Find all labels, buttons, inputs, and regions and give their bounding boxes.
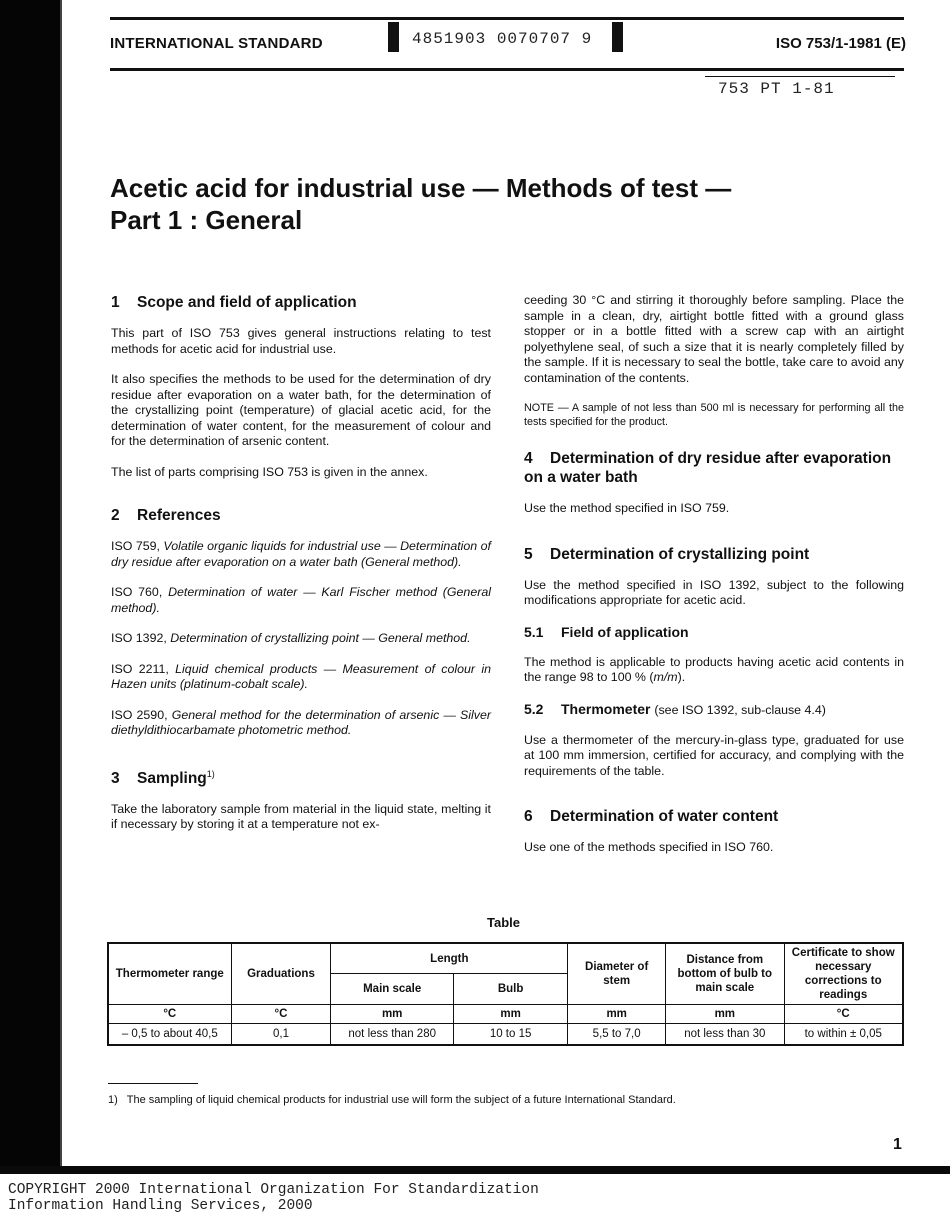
section-1-paragraph-2: It also specifies the methods to be used for the determination of dry residue after evaporation on a water bath, for the determination of the crystallizing point (temperature) of glacial acetic acid, for the determination of water content, for the measurement of colour and for the determination of arsenic content.: [111, 372, 491, 448]
value-cell: 0,1: [231, 1024, 331, 1046]
unit-cell: mm: [666, 1005, 784, 1024]
section-4-heading: 4 Determination of dry residue after evaporation on a water bath: [524, 450, 892, 486]
document-title: [110, 172, 731, 236]
section-5-1-paragraph-1: The method is applicable to products having acetic acid contents in the range 98 to 100 % (m/m).: [524, 654, 904, 684]
table-values-row: [108, 1024, 903, 1046]
section-3-paragraph-1: Take the laboratory sample from material in the liquid state, melting it if necessary by storing it at a temperature not ex-: [111, 801, 491, 832]
value-cell: – 0,5 to about 40,5: [108, 1024, 231, 1046]
header-standard-label: INTERNATIONAL STANDARD: [110, 35, 323, 52]
copyright-notice: COPYRIGHT 2000 International Organization For Standardization Information Handling Services, 2000: [8, 1182, 539, 1214]
scan-bottom-band: [0, 1166, 950, 1174]
scan-edge-line: [60, 0, 62, 1170]
unit-cell: mm: [568, 1005, 666, 1024]
footnote-marker: 1): [206, 768, 215, 779]
stamp-rule: [705, 76, 895, 77]
right-column: [524, 293, 904, 871]
reference-iso-2590: ISO 2590, General method for the determination of arsenic — Silver diethyldithiocarbamate photometric method.: [111, 707, 491, 737]
header-certificate: Certificate to show necessary corrections to readings: [784, 943, 903, 1005]
value-cell: not less than 30: [666, 1024, 784, 1046]
sampling-continuation: ceeding 30 °C and stirring it thoroughly before sampling. Place the sample in a clean, dry, airtight bottle fitted with a ground glass stopper or in a bottle fitted with a screw cap with an airtight polyethylene seal, of such a size that it is nearly completely filled by the sample. If it is necessary to seal the bottle, take care to avoid any contamination of the contents.: [524, 293, 904, 385]
header-graduations: Graduations: [231, 943, 331, 1005]
value-cell: 10 to 15: [453, 1024, 567, 1046]
top-rule: [110, 17, 904, 20]
sampling-note: NOTE — A sample of not less than 500 ml is necessary for performing all the tests specified for the product.: [524, 402, 904, 428]
section-1-heading: 1 Scope and field of application: [111, 294, 357, 311]
header-diameter: Diameter of stem: [568, 943, 666, 1005]
header-thermometer-range: Thermometer range: [108, 943, 231, 1005]
reference-iso-1392: ISO 1392, Determination of crystallizing point — General method.: [111, 631, 471, 645]
section-1-paragraph-1: This part of ISO 753 gives general instructions relating to test methods for acetic acid for industrial use.: [111, 326, 491, 356]
section-5-1-heading: 5.1 Field of application: [524, 623, 689, 640]
header-bulb: Bulb: [453, 974, 567, 1005]
header-length: Length: [331, 943, 568, 974]
reference-iso-2211: ISO 2211, Liquid chemical products — Measurement of colour in Hazen units (platinum-cobalt scale).: [111, 661, 491, 691]
section-6-paragraph-1: Use one of the methods specified in ISO 760.: [524, 840, 774, 854]
section-6-heading: 6 Determination of water content: [524, 808, 779, 825]
unit-cell: mm: [331, 1005, 454, 1024]
footnote: 1) The sampling of liquid chemical products for industrial use will form the subject of a future International Standard.: [108, 1094, 676, 1106]
title-line-1: Acetic acid for industrial use — Methods of test —: [110, 173, 732, 203]
reference-iso-760: ISO 760, Determination of water — Karl Fischer method (General method).: [111, 585, 491, 615]
value-cell: to within ± 0,05: [784, 1024, 903, 1046]
section-2-heading: 2 References: [111, 507, 221, 524]
value-cell: not less than 280: [331, 1024, 454, 1046]
section-5-heading: 5 Determination of crystallizing point: [524, 545, 810, 563]
barcode-mark-left: [388, 22, 399, 52]
unit-cell: °C: [108, 1005, 231, 1024]
catalog-stamp: 753 PT 1-81: [718, 80, 835, 98]
unit-cell: mm: [453, 1005, 567, 1024]
title-line-2: Part 1 : General: [110, 205, 303, 235]
header-main-scale: Main scale: [331, 974, 454, 1005]
thermometer-spec-table: [107, 942, 904, 1046]
barcode-number: 4851903 0070707 9: [412, 30, 593, 48]
scan-edge: [0, 0, 60, 1170]
header-rule: [110, 68, 904, 71]
footnote-rule: [108, 1083, 198, 1084]
table-header-row: [108, 943, 903, 974]
value-cell: 5,5 to 7,0: [568, 1024, 666, 1046]
section-5-2-heading: 5.2 Thermometer (see ISO 1392, sub-clause 4.4): [524, 700, 826, 717]
unit-cell: °C: [231, 1005, 331, 1024]
table-title: Table: [487, 915, 520, 930]
header-document-number: ISO 753/1-1981 (E): [775, 35, 906, 52]
section-4-paragraph-1: Use the method specified in ISO 759.: [524, 501, 730, 515]
header-distance: Distance from bottom of bulb to main scale: [666, 943, 784, 1005]
section-1-paragraph-3: The list of parts comprising ISO 753 is given in the annex.: [111, 464, 428, 479]
left-column: [111, 293, 491, 848]
section-3-heading: 3 Sampling$^{1)}$: [111, 768, 215, 787]
section-5-paragraph-1: Use the method specified in ISO 1392, subject to the following modifications appropriate for acetic acid.: [524, 577, 904, 607]
unit-cell: °C: [784, 1005, 903, 1024]
section-5-2-paragraph-1: Use a thermometer of the mercury-in-glass type, graduated for use at 100 mm immersion, certified for accuracy, and complying with the requirements of the table.: [524, 732, 904, 778]
table-units-row: [108, 1005, 903, 1024]
reference-iso-759: ISO 759, Volatile organic liquids for industrial use — Determination of dry residue after evaporation on a water bath (General method).: [111, 539, 491, 569]
barcode-mark-right: [612, 22, 623, 52]
page-number: 1: [893, 1136, 902, 1153]
